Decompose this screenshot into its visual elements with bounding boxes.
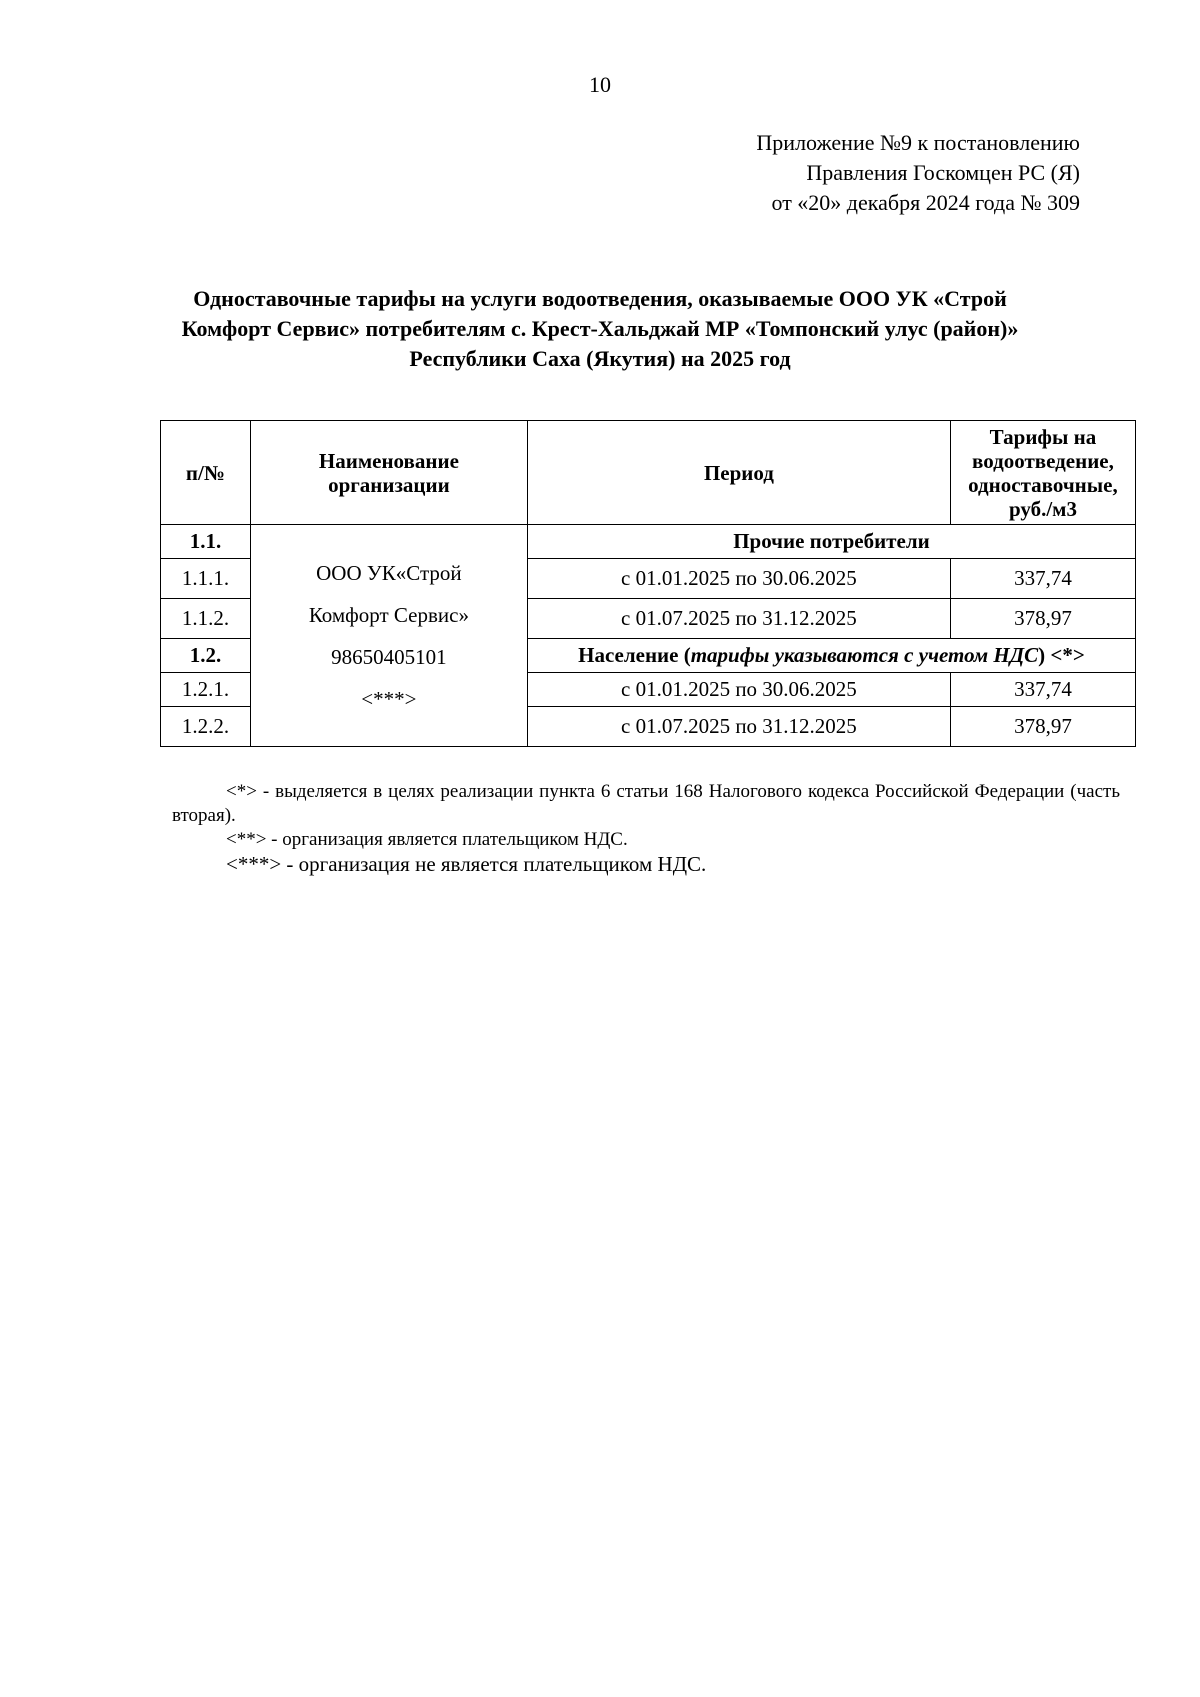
organization-line: ООО УК«Строй <box>316 560 462 585</box>
row-num: 1.2.1. <box>161 673 251 707</box>
organization-code: 98650405101 <box>331 644 447 669</box>
row-tariff: 337,74 <box>950 559 1135 599</box>
title-line: Комфорт Сервис» потребителям с. Крест-Хальджай МР «Томпонский улус (район)» <box>181 316 1019 341</box>
title-line: Республики Саха (Якутия) на 2025 год <box>409 346 791 371</box>
appendix-line: Правления Госкомцен РС (Я) <box>806 160 1080 185</box>
page-number: 10 <box>589 72 611 97</box>
organization-line: Комфорт Сервис» <box>308 602 469 627</box>
group-label-end: ) <*> <box>1038 643 1085 667</box>
document-title <box>160 284 1040 374</box>
row-period: с 01.01.2025 по 30.06.2025 <box>527 673 950 707</box>
header-period: Период <box>527 421 950 525</box>
tariff-table <box>160 420 1136 747</box>
header-organization: Наименование организации <box>250 421 527 525</box>
footnotes <box>172 780 1120 876</box>
footnote-not-vat-payer: <***> - организация не является плательщиком НДС. <box>226 852 707 876</box>
title-line: Одноставочные тарифы на услуги водоотведения, оказываемые ООО УК «Строй <box>193 286 1007 311</box>
organization-footnote-ref: <***> <box>361 686 417 711</box>
row-tariff: 378,97 <box>950 599 1135 639</box>
header-num: п/№ <box>161 421 251 525</box>
appendix-line: от «20» декабря 2024 года № 309 <box>771 190 1080 215</box>
organization-cell <box>250 525 527 747</box>
appendix-reference <box>756 128 1080 218</box>
group-label-start: Население ( <box>578 643 691 667</box>
appendix-line: Приложение №9 к постановлению <box>756 130 1080 155</box>
group-num: 1.1. <box>161 525 251 559</box>
group-label <box>527 639 1135 673</box>
group-num: 1.2. <box>161 639 251 673</box>
header-tariff: Тарифы на водоотведение, одноставочные, руб./м3 <box>950 421 1135 525</box>
row-period: с 01.07.2025 по 31.12.2025 <box>527 707 950 747</box>
row-period: с 01.01.2025 по 30.06.2025 <box>527 559 950 599</box>
group-label: Прочие потребители <box>527 525 1135 559</box>
row-period: с 01.07.2025 по 31.12.2025 <box>527 599 950 639</box>
footnote-vat-allocation: <*> - выделяется в целях реализации пункта 6 статьи 168 Налогового кодекса Российской Федерации (часть вторая). <box>172 781 1120 826</box>
table-header-row <box>161 421 1136 525</box>
row-num: 1.1.1. <box>161 559 251 599</box>
row-num: 1.1.2. <box>161 599 251 639</box>
row-num: 1.2.2. <box>161 707 251 747</box>
table-group-row <box>161 525 1136 559</box>
row-tariff: 337,74 <box>950 673 1135 707</box>
group-label-italic: тарифы указываются с учетом НДС <box>690 643 1039 667</box>
row-tariff: 378,97 <box>950 707 1135 747</box>
footnote-vat-payer: <**> - организация является плательщиком НДС. <box>226 829 628 850</box>
